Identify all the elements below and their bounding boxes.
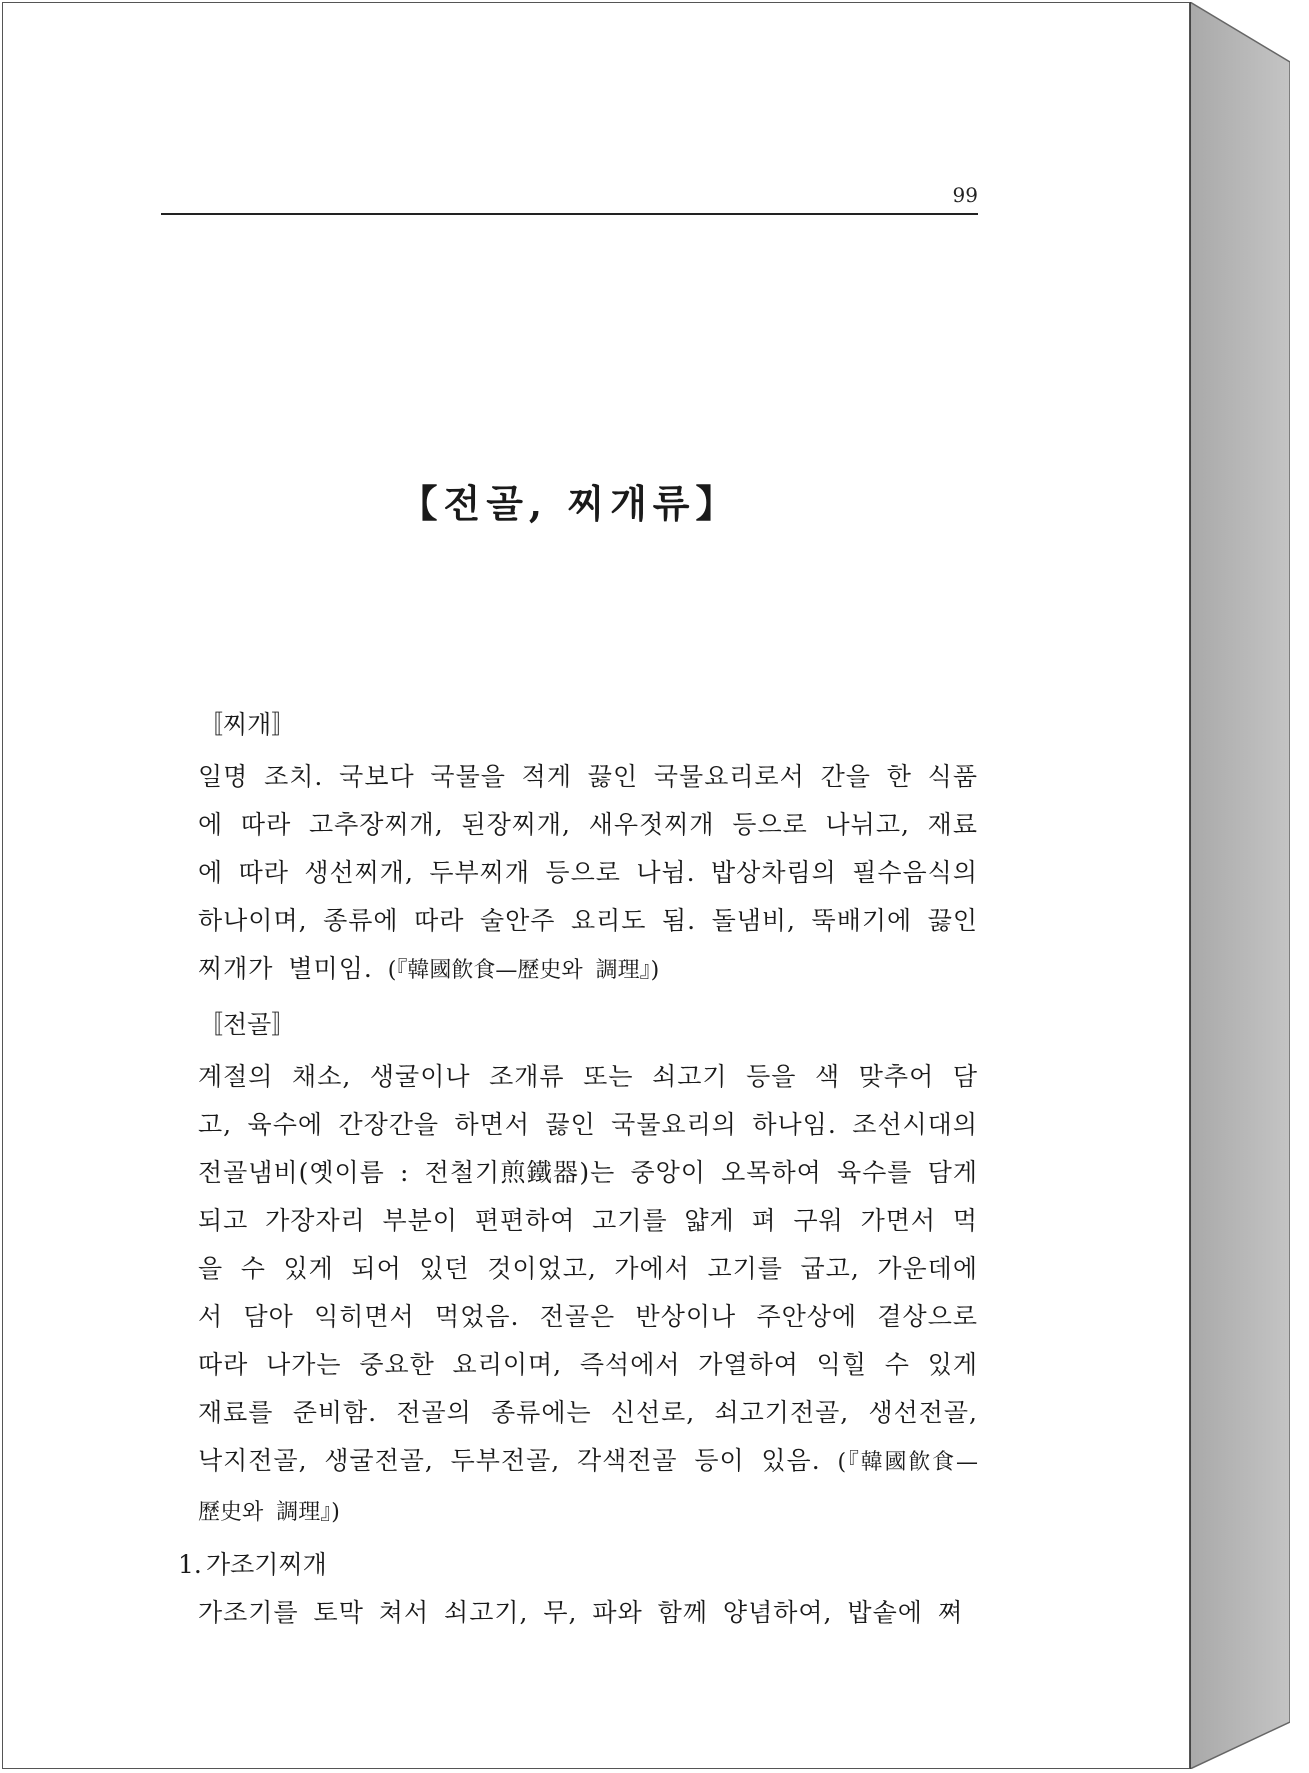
entry-text <box>198 753 978 995</box>
header-rule <box>161 213 978 215</box>
page-body <box>178 703 978 1637</box>
item-title: 가조기찌개 <box>206 1550 327 1579</box>
section-title: 【전골, 찌개류】 <box>399 481 740 526</box>
entry-jeongol <box>198 1003 978 1537</box>
page-number: 99 <box>952 183 978 207</box>
book-side-edge <box>1190 2 1290 1769</box>
book-page <box>2 2 1190 1769</box>
entry-text-body: 일명 조치. 국보다 국물을 적게 끓인 국물요리로서 간을 한 식품에 따라 고추장찌개, 된장찌개, 새우젓찌개 등으로 나뉘고, 재료에 따라 생선찌개, 두부찌개 등으로 나뉨. 밥상차림의 필수음식의 하나이며, 종류에 따라 술안주 요리도 됨. 돌냄비, 뚝배기에 끓인 찌개가 별미임. <box>198 762 978 983</box>
entry-jjigae <box>198 703 978 995</box>
entry-heading: 〚찌개〛 <box>198 710 297 739</box>
entry-text <box>198 1053 978 1537</box>
item-number: 1. <box>178 1550 202 1579</box>
entry-citation: (『韓國飮食—歷史와 調理』) <box>387 958 660 983</box>
entry-heading: 〚전골〛 <box>198 1010 297 1039</box>
spacer <box>198 995 978 1003</box>
item-text: 가조기를 토막 쳐서 쇠고기, 무, 파와 함께 양념하여, 밥솥에 쪄 <box>198 1598 963 1627</box>
entry-citation: (『韓國飮食—歷史와 調理』) <box>198 1450 978 1525</box>
numbered-item-heading <box>178 1541 978 1589</box>
entry-text-body: 계절의 채소, 생굴이나 조개류 또는 쇠고기 등을 색 맞추어 담고, 육수에 간장간을 하면서 끓인 국물요리의 하나임. 조선시대의 전골냄비(옛이름 : 전철기煎鐵器)는 중앙이 오목하여 육수를 담게 되고 가장자리 부분이 편편하여 고기를 얇게 펴 구워 가면서 먹을 수 있게 되어 있던 것이었고, 가에서 고기를 굽고, 가운데에서 담아 익히면서 먹었음. 전골은 반상이나 주안상에 곁상으로 따라 나가는 중요한 요리이며, 즉석에서 가열하여 익힐 수 있게 재료를 준비함. 전골의 종류에는 신선로, 쇠고기전골, 생선전골, 낙지전골, 생굴전골, 두부전골, 각색전골 등이 있음. <box>198 1062 978 1475</box>
